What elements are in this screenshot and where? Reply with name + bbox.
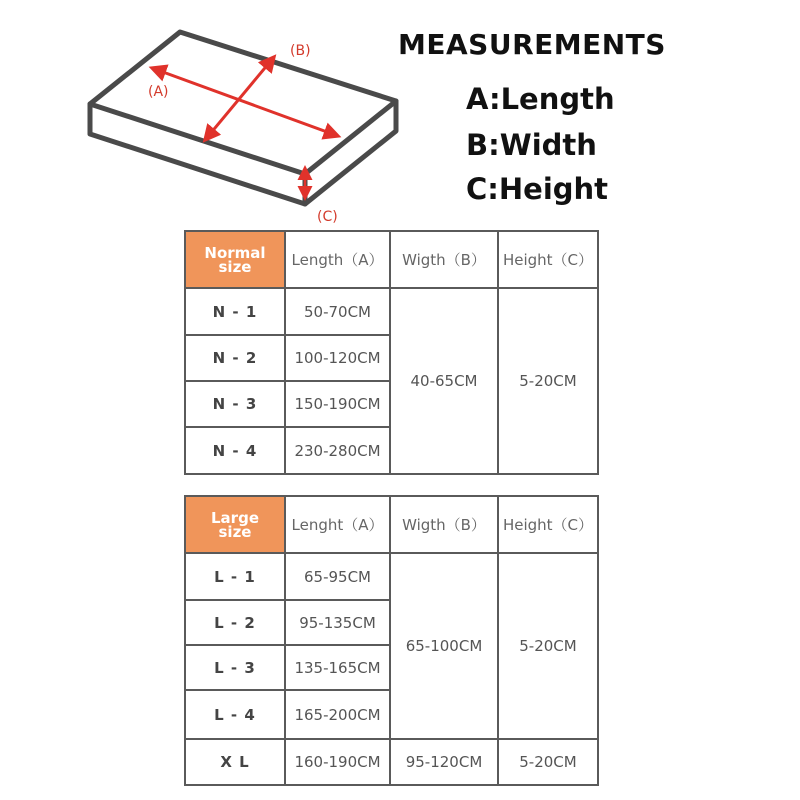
table-header-row	[185, 496, 598, 553]
label-b: (B)	[290, 43, 311, 59]
tag-line-2: size	[218, 522, 252, 541]
width-value: 95-120CM	[390, 739, 498, 785]
column-header-width: Wigth（B）	[390, 496, 498, 553]
column-header-height: Height（C）	[498, 496, 598, 553]
cushion-outline	[90, 32, 396, 204]
cushion-illustration	[0, 0, 420, 230]
size-code: N - 3	[185, 381, 285, 427]
legend-width: B:Width	[466, 128, 597, 162]
size-code: N - 1	[185, 288, 285, 335]
length-value: 230-280CM	[285, 427, 390, 474]
height-value: 5-20CM	[498, 288, 598, 474]
height-value: 5-20CM	[498, 553, 598, 739]
length-value: 160-190CM	[285, 739, 390, 785]
large-size-table	[184, 495, 599, 786]
dimension-diagram	[0, 0, 420, 230]
width-value: 40-65CM	[390, 288, 498, 474]
length-value: 165-200CM	[285, 690, 390, 739]
size-category-tag	[185, 231, 285, 288]
column-header-width: Wigth（B）	[390, 231, 498, 288]
table-row	[185, 288, 598, 335]
column-header-height: Height（C）	[498, 231, 598, 288]
size-code: L - 2	[185, 600, 285, 645]
table-row	[185, 553, 598, 600]
label-c: (C)	[317, 209, 338, 225]
tag-line-1: Large	[211, 508, 259, 527]
size-code: N - 2	[185, 335, 285, 381]
legend-length: A:Length	[466, 82, 615, 116]
length-value: 50-70CM	[285, 288, 390, 335]
size-code: X L	[185, 739, 285, 785]
length-value: 95-135CM	[285, 600, 390, 645]
tag-line-2: size	[218, 257, 252, 276]
length-value: 150-190CM	[285, 381, 390, 427]
legend-height: C:Height	[466, 172, 609, 206]
label-a: (A)	[148, 84, 169, 100]
size-category-tag	[185, 496, 285, 553]
column-header-length: Length（A）	[285, 231, 390, 288]
table-row-xl	[185, 739, 598, 785]
normal-size-table	[184, 230, 599, 475]
length-value: 135-165CM	[285, 645, 390, 690]
height-value: 5-20CM	[498, 739, 598, 785]
size-code: L - 3	[185, 645, 285, 690]
size-code: L - 4	[185, 690, 285, 739]
length-value: 100-120CM	[285, 335, 390, 381]
width-arrow	[205, 57, 274, 140]
column-header-length: Lenght（A）	[285, 496, 390, 553]
length-arrow	[152, 68, 338, 136]
tag-line-1: Normal	[204, 243, 266, 262]
page-title: MEASUREMENTS	[398, 28, 666, 61]
table-header-row	[185, 231, 598, 288]
width-value: 65-100CM	[390, 553, 498, 739]
size-code: L - 1	[185, 553, 285, 600]
length-value: 65-95CM	[285, 553, 390, 600]
size-code: N - 4	[185, 427, 285, 474]
